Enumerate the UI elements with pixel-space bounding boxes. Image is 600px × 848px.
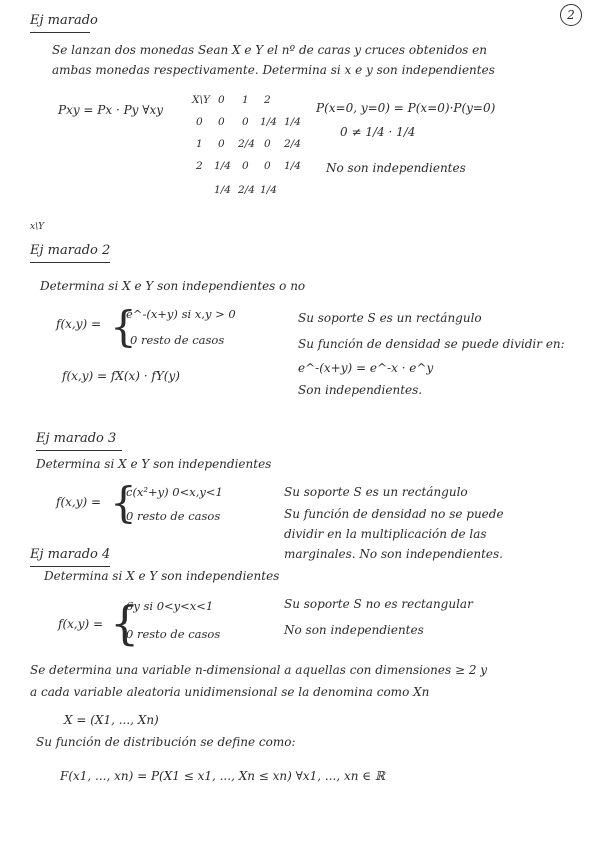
ex2-density-lhs: f(x,y) = [56, 317, 102, 331]
ex3-note-4: marginales. No son independientes. [284, 547, 503, 561]
table-row-total: 1/4 [284, 160, 301, 172]
ex4-case-2: 0 resto de casos [126, 627, 221, 641]
ex2-title: Ej marado 2 [30, 243, 111, 258]
ex4-note-2: No son independientes [284, 623, 424, 637]
table-cell: 1/4 [260, 116, 277, 128]
nvar-line-1: Se determina una variable n-dimensional a aquellas con dimensiones ≥ 2 y [30, 663, 488, 677]
table-cell: 0 [218, 116, 225, 128]
ex4-note-1: Su soporte S no es rectangular [284, 597, 473, 611]
ex1-conclusion: No son independientes [326, 161, 466, 175]
ex2-case-1: e^-(x+y) si x,y > 0 [126, 307, 236, 321]
ex3-case-1: c(x²+y) 0<x,y<1 [126, 485, 223, 499]
ex2-case-brace: { [110, 302, 137, 351]
ex2-title-underline [30, 262, 110, 263]
ex4-case-brace: { [110, 596, 140, 650]
ex3-title: Ej marado 3 [36, 431, 117, 446]
ex4-title: Ej marado 4 [30, 547, 111, 562]
ex2-factorization: f(x,y) = fX(x) · fY(y) [62, 369, 180, 383]
ex1-statement-line2: ambas monedas respectivamente. Determina si x e y son independientes [52, 63, 495, 77]
ex1-independence-formula: Pxy = Px · Py ∀xy [58, 103, 164, 117]
ex2-note-4: Son independientes. [298, 383, 423, 397]
page-number: 2 [560, 4, 582, 26]
table-col-total: 2/4 [238, 184, 255, 196]
table-corner-label: X\Y [192, 94, 210, 106]
table-col-total: 1/4 [260, 184, 277, 196]
ex4-title-underline [30, 566, 110, 567]
table-col-header: 2 [264, 94, 271, 106]
table-row-total: 2/4 [284, 138, 301, 150]
ex2-note-3: e^-(x+y) = e^-x · e^y [298, 361, 434, 375]
ex1-title: Ej marado [30, 13, 98, 28]
table-row-header: 0 [196, 116, 203, 128]
table-row-total: 1/4 [284, 116, 301, 128]
table-cell: 0 [218, 138, 225, 150]
table-cell: 0 [264, 160, 271, 172]
ex4-statement: Determina si X e Y son independientes [44, 569, 280, 583]
joint-probability-table [192, 94, 302, 206]
nvar-line-2: a cada variable aleatoria unidimensional se la denomina como Xn [30, 685, 430, 699]
nvar-distribution-formula: F(x1, ..., xn) = P(X1 ≤ x1, ..., Xn ≤ xn) ∀x1, ..., xn ∈ ℝ [60, 769, 385, 783]
ex3-density-lhs: f(x,y) = [56, 495, 102, 509]
ex3-case-brace: { [110, 478, 137, 527]
table-cell: 0 [242, 116, 249, 128]
ex4-density-lhs: f(x,y) = [58, 617, 104, 631]
ex1-check-values: 0 ≠ 1/4 · 1/4 [340, 125, 416, 139]
ex3-note-3: dividir en la multiplicación de las [284, 527, 487, 541]
table-row-header: 1 [196, 138, 203, 150]
table-cell: 0 [242, 160, 249, 172]
ex3-title-underline [36, 450, 122, 451]
nvar-line-4: Su función de distribución se define como: [36, 735, 296, 749]
table-row-header: 2 [196, 160, 203, 172]
ex3-note-2: Su función de densidad no se puede [284, 507, 504, 521]
nvar-vector: X = (X1, ..., Xn) [64, 713, 159, 727]
ex3-statement: Determina si X e Y son independientes [36, 457, 272, 471]
ex2-note-1: Su soporte S es un rectángulo [298, 311, 482, 325]
table-cell: 1/4 [214, 160, 231, 172]
ex2-note-2: Su función de densidad se puede dividir en: [298, 337, 565, 351]
ex1-check-equation: P(x=0, y=0) = P(x=0)·P(y=0) [316, 101, 496, 115]
table-cell: 2/4 [238, 138, 255, 150]
table-col-header: 0 [218, 94, 225, 106]
table-col-total: 1/4 [214, 184, 231, 196]
ex1-margin-note: x\Y [30, 222, 45, 232]
ex3-note-1: Su soporte S es un rectángulo [284, 485, 468, 499]
ex2-statement: Determina si X e Y son independientes o no [40, 279, 306, 293]
table-cell: 0 [264, 138, 271, 150]
ex3-case-2: 0 resto de casos [126, 509, 221, 523]
ex4-case-1: 6y si 0<y<x<1 [126, 599, 214, 613]
ex2-case-2: 0 resto de casos [130, 333, 225, 347]
ex1-title-underline [30, 32, 90, 33]
table-col-header: 1 [242, 94, 249, 106]
ex1-statement-line1: Se lanzan dos monedas Sean X e Y el nº de caras y cruces obtenidos en [52, 43, 487, 57]
